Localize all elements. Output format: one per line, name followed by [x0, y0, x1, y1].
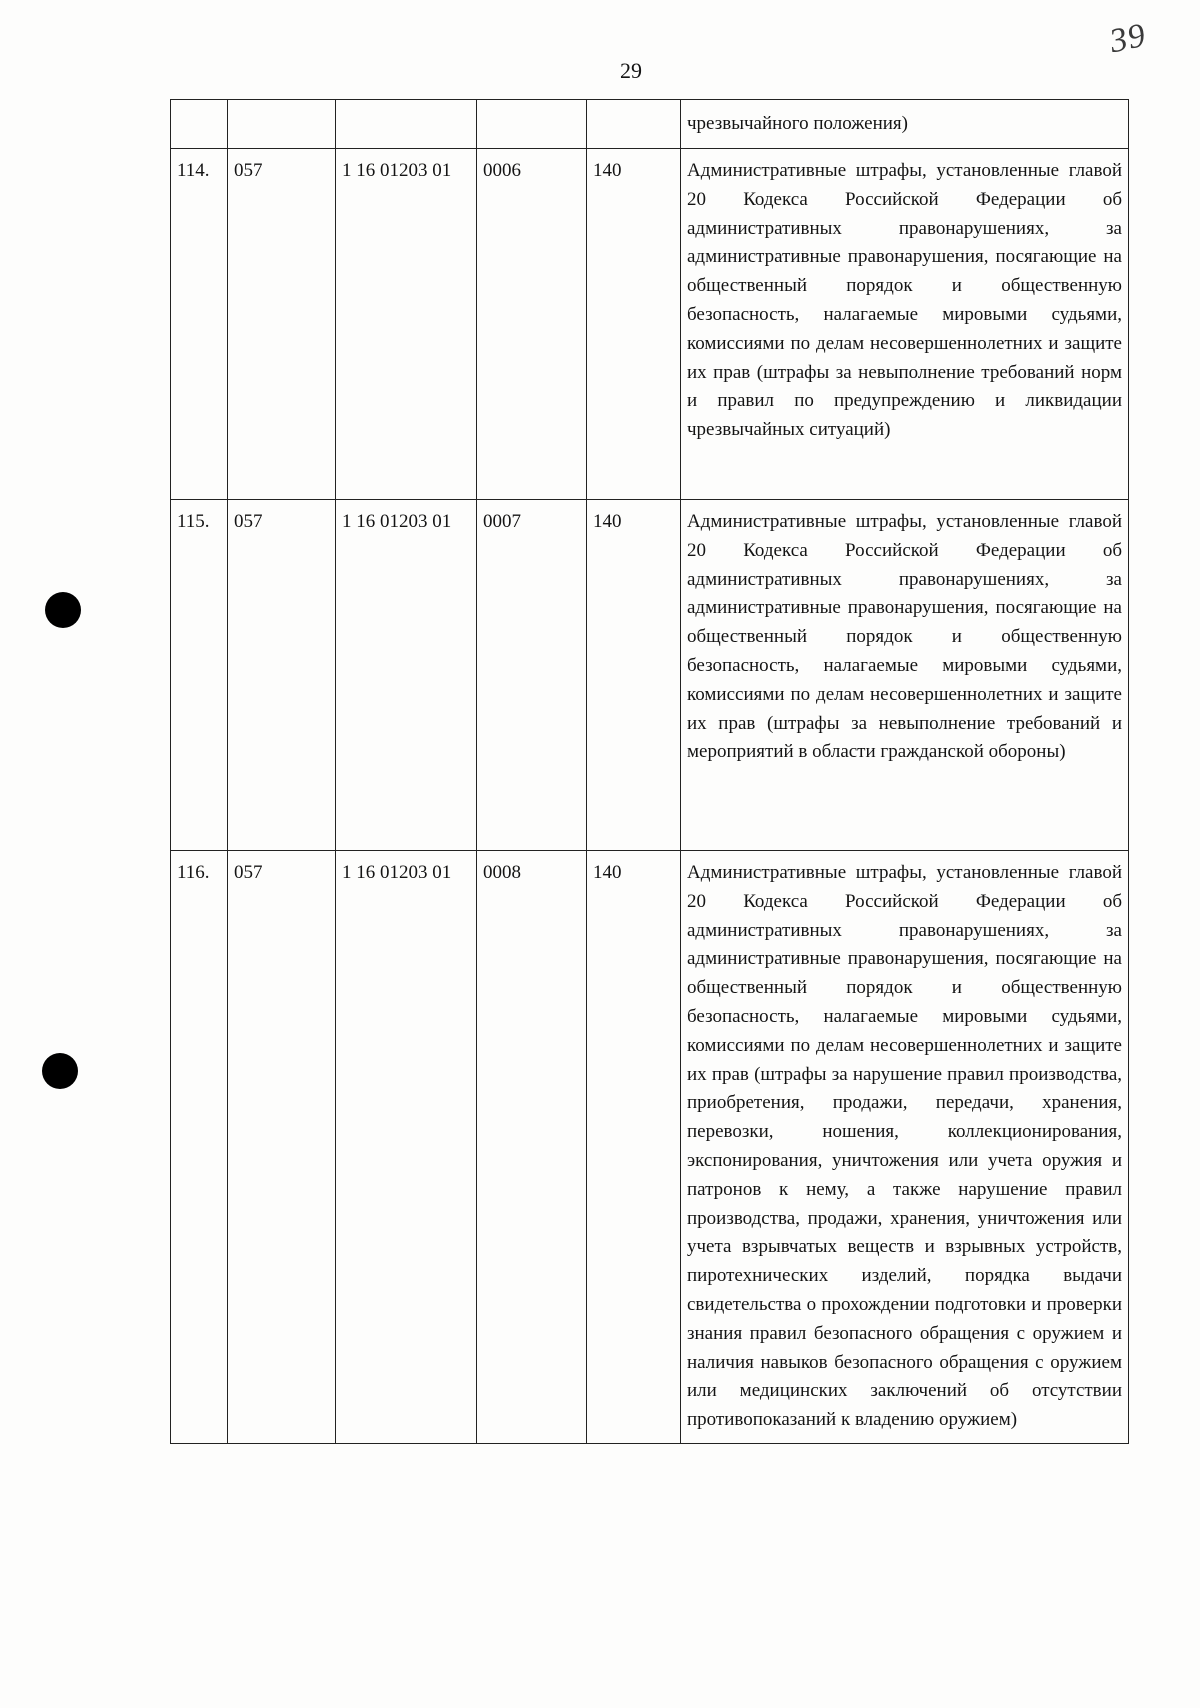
cell-kosgu: 140: [587, 851, 681, 1444]
cell-num: [171, 100, 228, 149]
cell-name: Административные штрафы, установленные главой 20 Кодекса Российской Федерации об административных правонарушениях, за административные правонарушения, посягающие на общественный порядок и общественную безопасность, налагаемые мировыми судьями, комиссиями по делам несовершеннолетних и защите их прав (штрафы за нарушение правил производства, приобретения, продажи, передачи, хранения, перевозки, ношения, коллекционирования, экспонирования, уничтожения или учета оружия и патронов к нему, а также нарушение правил производства, продажи, хранения, уничтожения или учета взрывчатых веществ и взрывных устройств, пиротехнических изделий, порядка выдачи свидетельства о прохождении подготовки и проверки знания правил безопасного обращения с оружием и наличия навыков безопасного обращения с оружием или медицинских заключений об отсутствии противопоказаний к владению оружием): [681, 851, 1129, 1444]
cell-num: 115.: [171, 500, 228, 851]
cell-admin: [228, 100, 336, 149]
cell-subcode: 0007: [477, 500, 587, 851]
cell-name: чрезвычайного положения): [681, 100, 1129, 149]
cell-subcode: [477, 100, 587, 149]
cell-admin: 057: [228, 149, 336, 500]
cell-kosgu: 140: [587, 500, 681, 851]
table-row: [171, 149, 1129, 500]
cell-code: [336, 100, 477, 149]
cell-code: 1 16 01203 01: [336, 149, 477, 500]
table-row-continuation: [171, 100, 1129, 149]
handwritten-sheet-number: 39: [1106, 16, 1150, 61]
table-row: [171, 500, 1129, 851]
cell-name: Административные штрафы, установленные главой 20 Кодекса Российской Федерации об административных правонарушениях, за административные правонарушения, посягающие на общественный порядок и общественную безопасность, налагаемые мировыми судьями, комиссиями по делам несовершеннолетних и защите их прав (штрафы за невыполнение требований и мероприятий в области гражданской обороны): [681, 500, 1129, 851]
cell-name: Административные штрафы, установленные главой 20 Кодекса Российской Федерации об административных правонарушениях, за административные правонарушения, посягающие на общественный порядок и общественную безопасность, налагаемые мировыми судьями, комиссиями по делам несовершеннолетних и защите их прав (штрафы за невыполнение требований норм и правил по предупреждению и ликвидации чрезвычайных ситуаций): [681, 149, 1129, 500]
page-number: 29: [620, 58, 642, 83]
cell-admin: 057: [228, 500, 336, 851]
revenue-codes-table: [170, 99, 1129, 1444]
cell-subcode: 0008: [477, 851, 587, 1444]
cell-kosgu: [587, 100, 681, 149]
punch-hole: [42, 1053, 78, 1089]
cell-code: 1 16 01203 01: [336, 851, 477, 1444]
cell-kosgu: 140: [587, 149, 681, 500]
cell-code: 1 16 01203 01: [336, 500, 477, 851]
punch-hole: [45, 592, 81, 628]
cell-num: 116.: [171, 851, 228, 1444]
cell-num: 114.: [171, 149, 228, 500]
cell-subcode: 0006: [477, 149, 587, 500]
cell-admin: 057: [228, 851, 336, 1444]
table-row: [171, 851, 1129, 1444]
